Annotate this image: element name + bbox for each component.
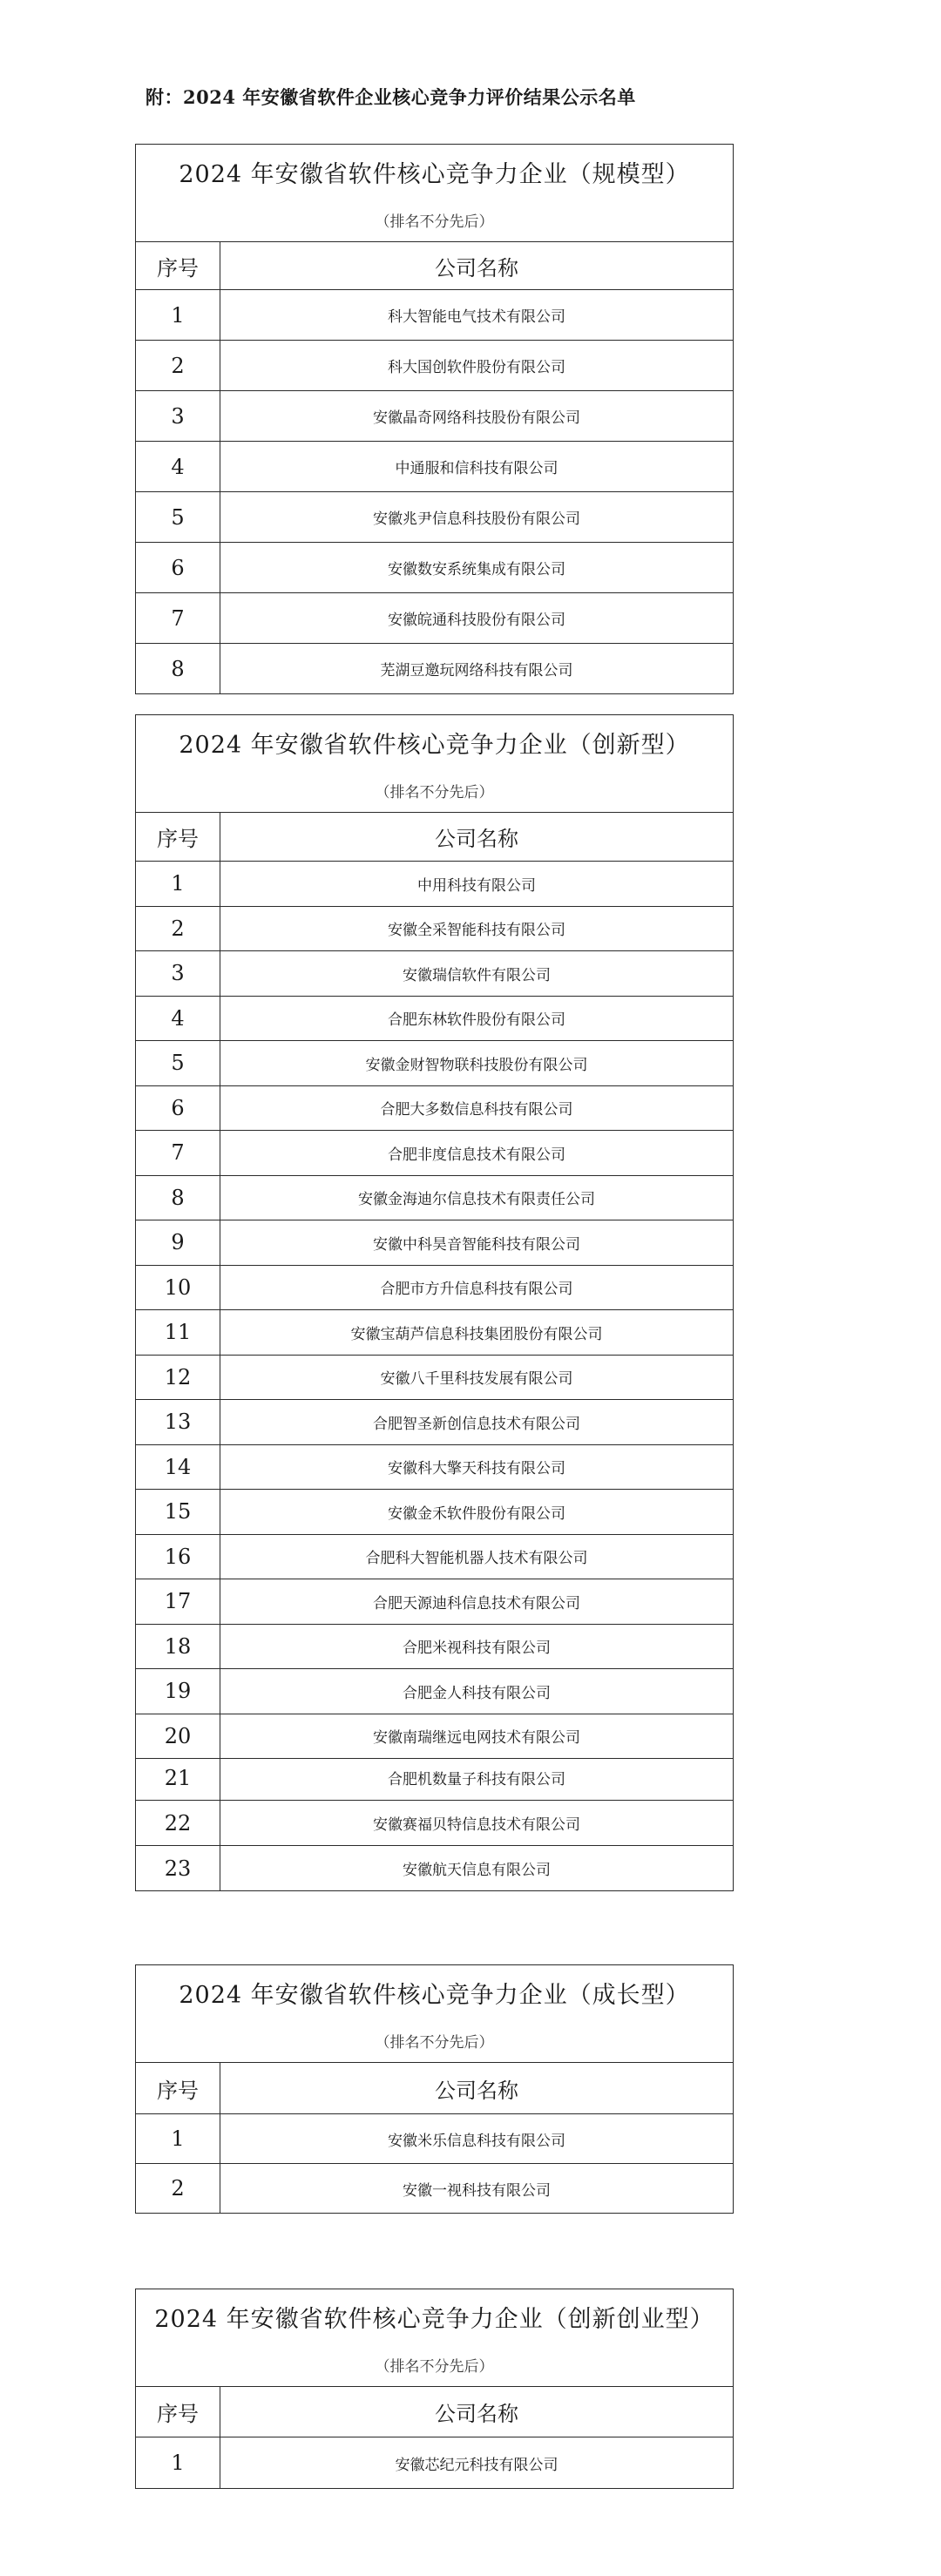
row-no: 1 [136,2437,220,2489]
table-row [136,391,734,442]
row-no: 7 [136,593,220,644]
table-row [136,593,734,644]
row-company-name: 安徽科大擎天科技有限公司 [220,1444,734,1490]
table-row [136,1490,734,1535]
row-no: 4 [136,996,220,1041]
row-no: 11 [136,1310,220,1356]
table-row [136,1041,734,1086]
row-company-name: 安徽金财智物联科技股份有限公司 [220,1041,734,1086]
table-note-row [136,199,734,242]
row-no: 6 [136,1085,220,1131]
row-company-name: 合肥天源迪科信息技术有限公司 [220,1579,734,1625]
table-row [136,1714,734,1759]
column-header-name: 公司名称 [220,2063,734,2114]
row-company-name: 安徽晶奇网络科技股份有限公司 [220,391,734,442]
row-company-name: 安徽全采智能科技有限公司 [220,906,734,951]
table-row [136,1801,734,1846]
row-no: 2 [136,2164,220,2214]
row-no: 5 [136,492,220,543]
table-header-row [136,813,734,862]
row-company-name: 合肥非度信息技术有限公司 [220,1131,734,1176]
table-row [136,1355,734,1400]
column-header-no: 序号 [136,2063,220,2114]
row-company-name: 合肥智圣新创信息技术有限公司 [220,1400,734,1445]
table-row [136,2114,734,2164]
table-row [136,543,734,593]
table-note: （排名不分先后） [136,2344,734,2387]
table-startup-type [135,2289,734,2489]
row-no: 2 [136,906,220,951]
row-no: 17 [136,1579,220,1625]
row-company-name: 安徽宝葫芦信息科技集团股份有限公司 [220,1310,734,1356]
row-company-name: 安徽数安系统集成有限公司 [220,543,734,593]
table-scale-type [135,144,734,694]
row-company-name: 合肥机数量子科技有限公司 [220,1755,734,1801]
row-company-name: 科大智能电气技术有限公司 [220,290,734,341]
table-row [136,996,734,1041]
table-title-row [136,2289,734,2344]
row-no: 1 [136,2114,220,2164]
row-no: 19 [136,1669,220,1714]
table-title: 2024 年安徽省软件核心竞争力企业（创新创业型） [136,2289,734,2344]
table-title: 2024 年安徽省软件核心竞争力企业（规模型） [136,145,734,199]
row-company-name: 安徽八千里科技发展有限公司 [220,1355,734,1400]
table-row [136,1131,734,1176]
row-no: 20 [136,1714,220,1759]
table-row [136,1085,734,1131]
table-row [136,1624,734,1669]
table-row [136,862,734,907]
table-row [136,1755,734,1801]
row-no: 15 [136,1490,220,1535]
row-no: 2 [136,341,220,391]
row-company-name: 安徽瑞信软件有限公司 [220,951,734,997]
table-row [136,644,734,694]
table-title-row [136,715,734,770]
row-company-name: 安徽金禾软件股份有限公司 [220,1490,734,1535]
row-no: 3 [136,391,220,442]
column-header-name: 公司名称 [220,242,734,290]
table-row [136,442,734,492]
row-no: 13 [136,1400,220,1445]
row-company-name: 安徽皖通科技股份有限公司 [220,593,734,644]
row-company-name: 安徽南瑞继远电网技术有限公司 [220,1714,734,1759]
row-no: 23 [136,1846,220,1891]
row-no: 16 [136,1534,220,1579]
row-no: 7 [136,1131,220,1176]
table-row [136,1534,734,1579]
table-note-row [136,2020,734,2063]
table-header-row [136,2387,734,2437]
table-row [136,1846,734,1891]
table-row [136,1310,734,1356]
table-header-row [136,2063,734,2114]
table-note-row [136,2344,734,2387]
row-company-name: 合肥金人科技有限公司 [220,1669,734,1714]
table-row [136,951,734,997]
table-header-row [136,242,734,290]
table-row [136,290,734,341]
table-row [136,1579,734,1625]
row-no: 10 [136,1265,220,1310]
column-header-name: 公司名称 [220,2387,734,2437]
row-company-name: 安徽兆尹信息科技股份有限公司 [220,492,734,543]
row-company-name: 中用科技有限公司 [220,862,734,907]
table-innovation-type [135,714,734,1759]
row-company-name: 合肥大多数信息科技有限公司 [220,1085,734,1131]
table-note-row [136,770,734,813]
page-heading: 附：2024 年安徽省软件企业核心竞争力评价结果公示名单 [146,86,636,108]
column-header-no: 序号 [136,813,220,862]
row-company-name: 合肥科大智能机器人技术有限公司 [220,1534,734,1579]
table-row [136,1669,734,1714]
table-row [136,1220,734,1266]
row-company-name: 安徽中科昊音智能科技有限公司 [220,1220,734,1266]
table-growth-type [135,1964,734,2214]
row-no: 8 [136,1175,220,1220]
row-no: 4 [136,442,220,492]
table-row [136,2437,734,2489]
row-no: 1 [136,862,220,907]
table-row [136,341,734,391]
row-company-name: 安徽赛福贝特信息技术有限公司 [220,1801,734,1846]
row-no: 5 [136,1041,220,1086]
row-no: 22 [136,1801,220,1846]
column-header-name: 公司名称 [220,813,734,862]
row-company-name: 合肥米视科技有限公司 [220,1624,734,1669]
table-note: （排名不分先后） [136,770,734,813]
column-header-no: 序号 [136,242,220,290]
row-no: 1 [136,290,220,341]
row-company-name: 安徽米乐信息科技有限公司 [220,2114,734,2164]
table-innovation-type-continued [135,1755,734,1891]
row-company-name: 科大国创软件股份有限公司 [220,341,734,391]
table-title: 2024 年安徽省软件核心竞争力企业（创新型） [136,715,734,770]
row-company-name: 安徽一视科技有限公司 [220,2164,734,2214]
row-company-name: 合肥市方升信息科技有限公司 [220,1265,734,1310]
row-company-name: 合肥东林软件股份有限公司 [220,996,734,1041]
row-no: 6 [136,543,220,593]
table-note: （排名不分先后） [136,2020,734,2063]
table-row [136,492,734,543]
table-row [136,1444,734,1490]
row-company-name: 中通服和信科技有限公司 [220,442,734,492]
row-company-name: 安徽芯纪元科技有限公司 [220,2437,734,2489]
row-no: 8 [136,644,220,694]
table-row [136,1400,734,1445]
row-company-name: 芜湖豆邀玩网络科技有限公司 [220,644,734,694]
row-company-name: 安徽航天信息有限公司 [220,1846,734,1891]
table-row [136,1265,734,1310]
row-no: 3 [136,951,220,997]
table-row [136,2164,734,2214]
row-no: 21 [136,1755,220,1801]
table-title: 2024 年安徽省软件核心竞争力企业（成长型） [136,1965,734,2020]
row-no: 12 [136,1355,220,1400]
row-company-name: 安徽金海迪尔信息技术有限责任公司 [220,1175,734,1220]
table-note: （排名不分先后） [136,199,734,242]
table-title-row [136,1965,734,2020]
row-no: 9 [136,1220,220,1266]
row-no: 14 [136,1444,220,1490]
table-title-row [136,145,734,199]
column-header-no: 序号 [136,2387,220,2437]
row-no: 18 [136,1624,220,1669]
table-row [136,1175,734,1220]
table-row [136,906,734,951]
